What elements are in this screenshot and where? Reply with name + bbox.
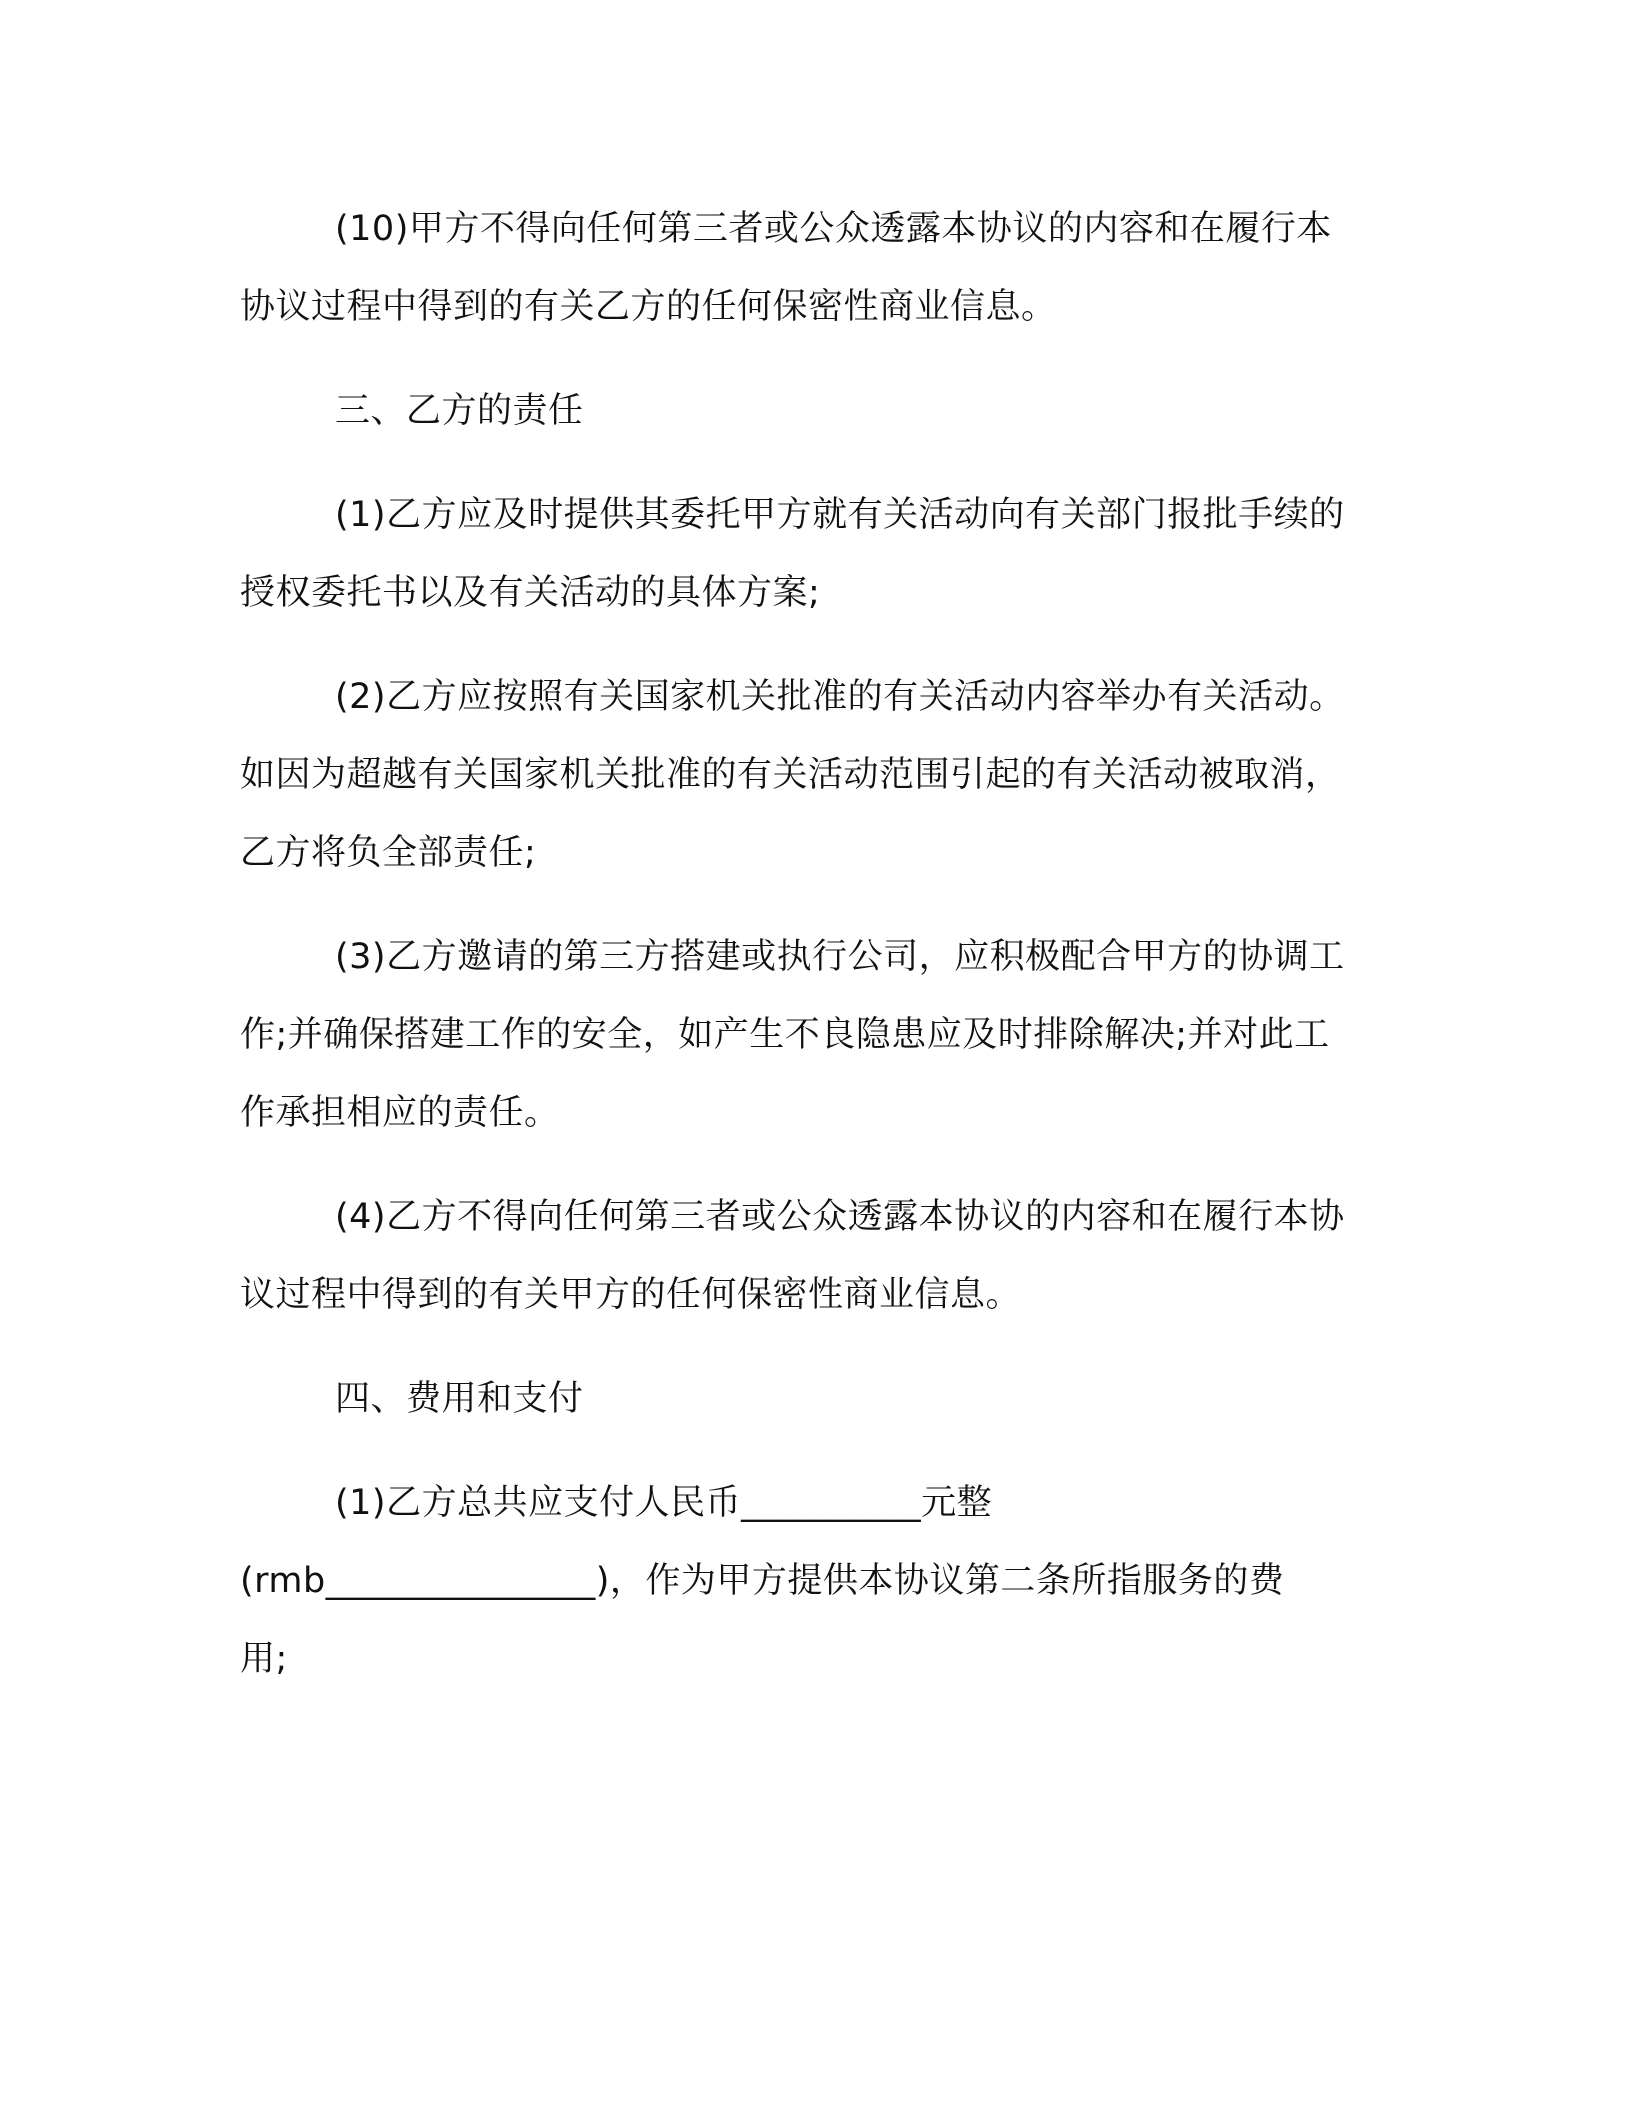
heading-text: 三、乙方的责任 bbox=[335, 391, 584, 431]
text-line: (1)乙方总共应支付人民币__________元整 bbox=[335, 1483, 993, 1523]
text-line: (3)乙方邀请的第三方搭建或执行公司，应积极配合甲方的协调工 bbox=[335, 937, 1345, 977]
document-body bbox=[240, 190, 1385, 1724]
text-line: 授权委托书以及有关活动的具体方案; bbox=[240, 573, 821, 613]
section-heading-fees-and-payment bbox=[240, 1360, 1385, 1438]
heading-text: 四、费用和支付 bbox=[335, 1379, 584, 1419]
clause-10-party-a-confidentiality bbox=[240, 190, 1385, 346]
text-line: 作;并确保搭建工作的安全，如产生不良隐患应及时排除解决;并对此工 bbox=[240, 1015, 1330, 1055]
section-heading-party-b-responsibilities bbox=[240, 372, 1385, 450]
clause-2-approved-activities bbox=[240, 658, 1385, 892]
text-line: (10)甲方不得向任何第三者或公众透露本协议的内容和在履行本 bbox=[335, 209, 1332, 249]
text-line: (rmb_______________)，作为甲方提供本协议第二条所指服务的费 bbox=[240, 1561, 1285, 1601]
text-line: 议过程中得到的有关甲方的任何保密性商业信息。 bbox=[240, 1275, 1022, 1315]
text-line: 乙方将负全部责任; bbox=[240, 833, 537, 873]
text-line: (4)乙方不得向任何第三者或公众透露本协议的内容和在履行本协 bbox=[335, 1197, 1345, 1237]
text-line: 协议过程中得到的有关乙方的任何保密性商业信息。 bbox=[240, 287, 1057, 327]
clause-3-third-party-cooperation bbox=[240, 918, 1385, 1152]
clause-1-payment-amount bbox=[240, 1464, 1385, 1698]
text-line: 如因为超越有关国家机关批准的有关活动范围引起的有关活动被取消， bbox=[240, 755, 1341, 795]
clause-4-party-b-confidentiality bbox=[240, 1178, 1385, 1334]
text-line: (2)乙方应按照有关国家机关批准的有关活动内容举办有关活动。 bbox=[335, 677, 1345, 717]
text-line: (1)乙方应及时提供其委托甲方就有关活动向有关部门报批手续的 bbox=[335, 495, 1345, 535]
text-line: 作承担相应的责任。 bbox=[240, 1093, 560, 1133]
clause-1-authorization bbox=[240, 476, 1385, 632]
text-line: 用; bbox=[240, 1639, 288, 1679]
